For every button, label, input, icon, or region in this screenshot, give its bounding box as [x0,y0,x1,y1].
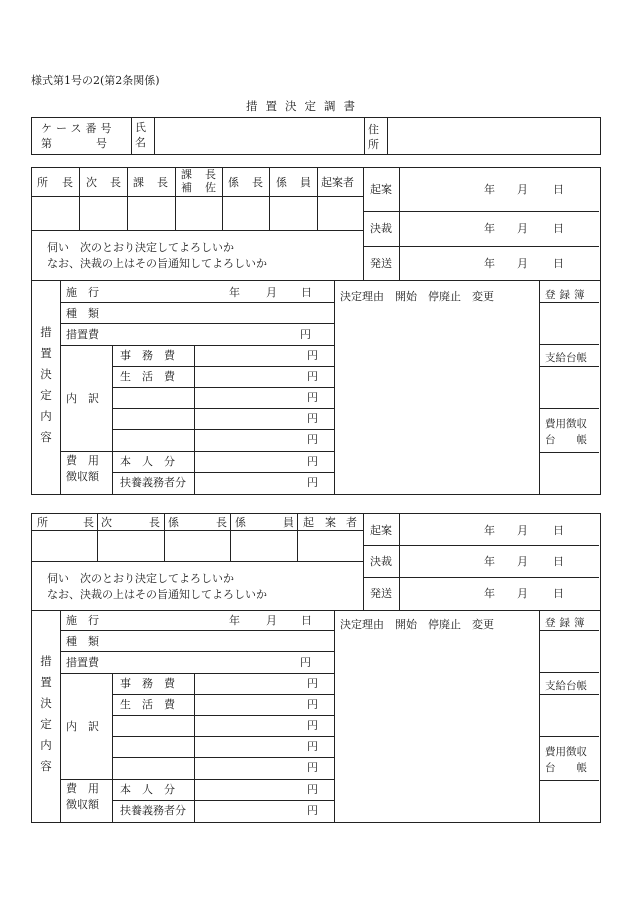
kessai-year: 年 [484,222,495,235]
kessai2-month: 月 [517,555,528,568]
shiko2-year: 年 [229,614,240,627]
seikatsuhi2-yen: 円 [307,698,318,711]
stamp-label-kacho-1: 課 [133,176,144,189]
stamp-label-shocho-1: 所 [37,176,48,189]
hasso2-month: 月 [517,587,528,600]
name-label: 氏名 [135,121,146,149]
jimuhi-yen: 円 [307,349,318,362]
stamp-label-kacho-2: 長 [157,176,168,189]
sochihi-label: 措置費 [66,328,99,341]
shurui2-label: 種 類 [66,635,99,648]
blank21-yen: 円 [307,719,318,732]
stamp-label-kakaricho-1: 係 [228,176,239,189]
stamp2-label-kiansha-2: 案 [325,516,336,529]
shiko-label: 施 行 [66,286,99,299]
kessai2-year: 年 [484,555,495,568]
stamp2-box-jicho[interactable] [98,531,163,560]
stamp2-box-kiansha[interactable] [298,531,362,560]
choshu2-label-1: 費用徴収 [545,746,587,758]
stamp-label-kakariin-2: 員 [300,176,311,189]
content2-vertical-label: 措置決定内容 [40,654,52,773]
content-vertical-label: 措置決定内容 [40,325,52,444]
shiko-month: 月 [266,286,277,299]
toroku-label: 登録簿 [545,289,589,301]
sochihi-yen: 円 [300,328,311,341]
inquiry2-line-2: なお、決裁の上はその旨通知してよろしいか [47,588,267,601]
stamp-label-jicho-2: 長 [110,176,121,189]
choshugaku-label: 徴収額 [66,470,99,483]
stamp2-box-kakaricho[interactable] [165,531,229,560]
jimuhi-label: 事 務 費 [120,349,175,362]
stamp2-label-kakariin-1: 係 [235,516,246,529]
blank2-yen: 円 [307,412,318,425]
kessai-day: 日 [553,222,564,235]
stamp2-box-kakariin[interactable] [231,531,296,560]
shiko-day: 日 [301,286,312,299]
hasso2-day: 日 [553,587,564,600]
stamp2-label-kakaricho-1: 係 [168,516,179,529]
case-number-suffix: 第 号 [41,137,107,150]
stamp2-label-kiansha-3: 者 [346,516,357,529]
choshu2-label-2: 台 帳 [545,762,587,774]
jimuhi2-label: 事 務 費 [120,677,175,690]
kessai2-label: 決裁 [370,555,392,568]
kian-label: 起案 [370,183,392,196]
inquiry-line-2: なお、決裁の上はその旨通知してよろしいか [47,257,267,270]
honnin2-label: 本 人 分 [120,783,175,796]
seikatsuhi2-label: 生 活 費 [120,698,175,711]
kian2-day: 日 [553,524,564,537]
stamp2-label-shocho-2: 長 [83,516,94,529]
uchiwake2-label: 内 訳 [66,720,99,733]
hasso2-label: 発送 [370,587,392,600]
page-title: 措置決定調書 [246,99,363,113]
case-number-label: ケース番号 [41,122,116,135]
stamp-label-kachohosa-3: 補 [181,181,192,194]
stamp-label-kakaricho-2: 長 [252,176,263,189]
kessai-label: 決裁 [370,222,392,235]
honnin-yen: 円 [307,455,318,468]
blank23-yen: 円 [307,761,318,774]
shiko2-label: 施 行 [66,614,99,627]
shiko2-day: 日 [301,614,312,627]
shikyu2-label: 支給台帳 [545,680,587,692]
hiyo-label: 費 用 [66,454,99,467]
fuyo2-yen: 円 [307,804,318,817]
fuyo2-label: 扶養義務者分 [120,804,186,817]
stamp-label-jicho-1: 次 [86,176,97,189]
kian-month: 月 [517,183,528,196]
stamp2-label-kakariin-2: 員 [283,516,294,529]
hasso2-year: 年 [484,587,495,600]
kian2-label: 起案 [370,524,392,537]
choshu-label-2: 台 帳 [545,434,587,446]
stamp-label-kachohosa-1: 課 [181,168,192,181]
stamp2-label-shocho-1: 所 [37,516,48,529]
fuyo-label: 扶養義務者分 [120,476,186,489]
kian-day: 日 [553,183,564,196]
fuyo-yen: 円 [307,476,318,489]
seikatsuhi-yen: 円 [307,370,318,383]
honnin2-yen: 円 [307,783,318,796]
inquiry-line-1: 伺い 次のとおり決定してよろしいか [47,241,234,254]
hasso-year: 年 [484,257,495,270]
stamp-label-kiansha: 起案者 [321,176,354,189]
stamp2-label-jicho-2: 長 [149,516,160,529]
stamp2-box-shocho[interactable] [32,531,96,560]
kian-year: 年 [484,183,495,196]
kian2-month: 月 [517,524,528,537]
stamp2-label-kiansha-1: 起 [303,516,314,529]
stamp-label-shocho-2: 長 [62,176,73,189]
hasso-month: 月 [517,257,528,270]
blank1-yen: 円 [307,391,318,404]
stamp2-label-jicho-1: 次 [101,516,112,529]
shiko-year: 年 [229,286,240,299]
honnin-label: 本 人 分 [120,455,175,468]
kessai-month: 月 [517,222,528,235]
reason-label: 決定理由 開始 停廃止 変更 [340,290,494,303]
stamp2-label-kakaricho-2: 長 [216,516,227,529]
jimuhi2-yen: 円 [307,677,318,690]
kessai2-day: 日 [553,555,564,568]
sochihi2-yen: 円 [300,656,311,669]
stamp-label-kachohosa-4: 佐 [205,181,216,194]
reason2-field[interactable] [337,633,537,821]
stamp-label-kachohosa-2: 長 [205,168,216,181]
seikatsuhi-label: 生 活 費 [120,370,175,383]
hiyo2-label: 費 用 [66,782,99,795]
shiko2-month: 月 [266,614,277,627]
reason2-label: 決定理由 開始 停廃止 変更 [340,618,494,631]
kian2-year: 年 [484,524,495,537]
toroku2-label: 登録簿 [545,617,589,629]
choshu-label-1: 費用徴収 [545,418,587,430]
blank22-yen: 円 [307,740,318,753]
address-label: 住所 [368,123,379,151]
form-label: 様式第1号の2(第2条関係) [31,74,160,87]
stamp-label-kakariin-1: 係 [276,176,287,189]
hasso-label: 発送 [370,257,392,270]
uchiwake-label: 内 訳 [66,392,99,405]
choshugaku2-label: 徴収額 [66,798,99,811]
shikyu-label: 支給台帳 [545,352,587,364]
hasso-day: 日 [553,257,564,270]
inquiry2-line-1: 伺い 次のとおり決定してよろしいか [47,572,234,585]
blank3-yen: 円 [307,433,318,446]
shurui-label: 種 類 [66,307,99,320]
sochihi2-label: 措置費 [66,656,99,669]
